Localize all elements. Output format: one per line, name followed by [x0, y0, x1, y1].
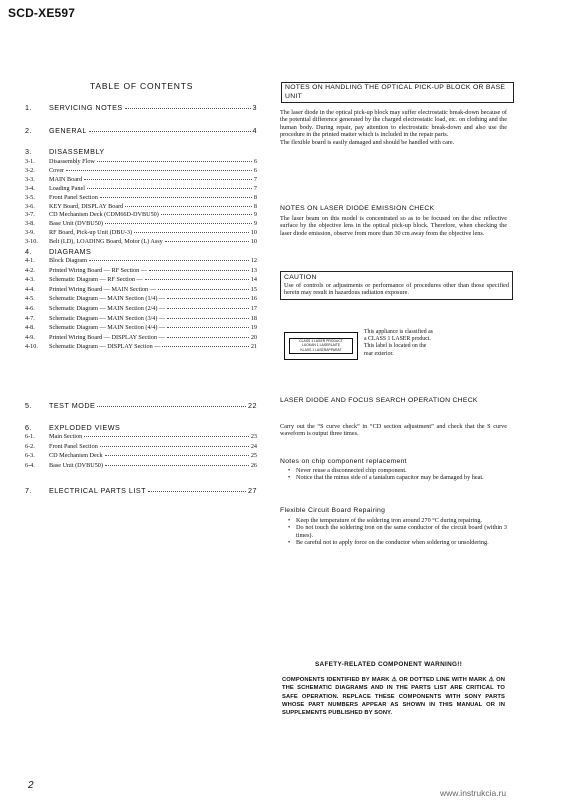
toc-page: 4 [252, 126, 257, 135]
toc-subsection [25, 295, 257, 304]
toc-label: Schematic Diagram — DISPLAY Section — [49, 343, 161, 351]
toc-subsection [25, 203, 257, 212]
toc-subsection [25, 286, 257, 295]
toc-number: 3-6. [25, 202, 35, 210]
toc-number: 4-4. [25, 285, 35, 293]
toc-leader-dots [84, 179, 252, 180]
toc-subsection [25, 229, 257, 238]
toc-label: Main Section [49, 433, 83, 440]
toc-leader-dots [84, 436, 249, 437]
toc-subsection [25, 343, 257, 352]
toc-subsection [25, 185, 257, 194]
toc-subsection [25, 315, 257, 324]
toc-number: 4-3. [25, 276, 35, 284]
flex-notes-title: Flexible Circuit Board Repairing [280, 507, 386, 514]
toc-label: EXPLODED VIEWS [49, 423, 121, 432]
toc-subsection [25, 452, 257, 461]
toc-label: MAIN Board [49, 175, 83, 183]
laser-label-note: This appliance is classified as a CLASS 1 LASER product. This label is located on the rear exterior. [364, 329, 433, 357]
toc-page: 14 [250, 276, 257, 284]
toc-number: 6. [25, 423, 32, 432]
toc-page: 19 [250, 324, 257, 332]
toc-label: GENERAL [49, 126, 87, 135]
laser-check-body: The laser beam on this model is concentrated so as to be focused on the disc reflective surface by the objective lens in the optical pick-up block. Therefore, when checking the laser diode emission, observe from more than 30 cm away from the objective lens. [280, 215, 507, 237]
toc-leader-dots [158, 289, 249, 290]
toc-leader-dots [89, 260, 249, 261]
toc-leader-dots [167, 327, 249, 328]
toc-page: 9 [253, 220, 257, 228]
toc-leader-dots [134, 232, 249, 233]
toc-label: RF Board, Pick-up Unit (DBU-3) [49, 229, 133, 237]
focus-check-title: LASER DIODE AND FOCUS SEARCH OPERATION CHECK [280, 397, 478, 404]
chip-notes-title: Notes on chip component replacement [280, 458, 407, 465]
toc-label: CD Mechanism Deck [49, 452, 103, 460]
toc-number: 3. [25, 147, 32, 156]
flex-note-3: • Be careful not to apply force on the conductor when soldering or unsoldering. [286, 539, 507, 546]
toc-subsection [25, 433, 257, 442]
toc-section-5 [25, 401, 257, 411]
toc-subsection [25, 167, 257, 176]
toc-number: 3-10. [25, 238, 38, 246]
toc-number: 3-7. [25, 211, 35, 219]
toc-number: 6-3. [25, 452, 35, 460]
toc-page: 23 [250, 433, 257, 440]
label-line-3: KLASS 1 LASERAPPARAT [300, 347, 342, 352]
toc-number: 3-9. [25, 229, 35, 237]
toc-page: 13 [250, 266, 257, 274]
toc-label: DIAGRAMS [49, 247, 92, 256]
toc-number: 6-2. [25, 442, 35, 450]
toc-page: 20 [250, 333, 257, 341]
model-name: SCD-XE597 [8, 6, 76, 20]
toc-leader-dots [125, 108, 251, 109]
toc-page: 15 [250, 285, 257, 293]
toc-leader-dots [87, 188, 252, 189]
safety-warning-body: COMPONENTS IDENTIFIED BY MARK ⚠ OR DOTTED LINE WITH MARK ⚠ ON THE SCHEMATIC DIAGRAMS AND IN THE PARTS LIST ARE CRITICAL TO SAFE OPERATION. REPLACE THESE COMPONENTS WITH SONY PARTS WHOSE PART NUMBERS APPEAR AS SHOWN IN THIS MANUAL OR IN SUPPLEMENTS PUBLISHED BY SONY. [282, 677, 505, 717]
toc-label: Disassembly Flow [49, 158, 95, 165]
caution-box [280, 271, 513, 300]
chip-note-2: • Notice that the minus side of a tantalum capacitor may be damaged by heat. [286, 474, 507, 481]
toc-number: 4-8. [25, 324, 35, 332]
toc-number: 3-3. [25, 175, 35, 183]
toc-page: 9 [253, 211, 257, 219]
toc-page: 27 [248, 486, 257, 495]
toc-label: Block Diagram [49, 257, 87, 264]
toc-section-1 [25, 103, 257, 113]
toc-leader-dots [105, 455, 249, 456]
toc-subsection [25, 194, 257, 203]
toc-label: Schematic Diagram — MAIN Section (1/4) — [49, 295, 166, 303]
toc-page: 26 [250, 461, 257, 469]
toc-label: SERVICING NOTES [49, 103, 123, 112]
toc-leader-dots [145, 279, 249, 280]
toc-leader-dots [162, 346, 248, 347]
focus-check-body: Carry out the “S curve check” in “CD section adjustment” and check that the S curve waveform is output three times. [280, 423, 507, 438]
toc-leader-dots [167, 318, 249, 319]
notes-handling-title: NOTES ON HANDLING THE OPTICAL PICK-UP BLOCK OR BASE UNIT [285, 84, 506, 100]
toc-leader-dots [125, 206, 252, 207]
toc-page: 6 [253, 158, 257, 165]
toc-label: Printed Wiring Board — MAIN Section — [49, 285, 156, 293]
toc-page: 12 [250, 257, 257, 264]
toc-label: Belt (LD), LOADING Board, Motor (L) Assy [49, 238, 163, 246]
toc-subsection [25, 305, 257, 314]
toc-subsection [25, 176, 257, 185]
caution-body: Use of controls or adjustments or performance of procedures other than those specified herein may result in hazardous radiation exposure. [284, 282, 509, 297]
toc-number: 4-1. [25, 257, 35, 264]
chip-note-1: • Never reuse a disconnected chip component. [286, 467, 507, 474]
toc-leader-dots [105, 223, 252, 224]
toc-page: 17 [250, 305, 257, 312]
toc-number: 6-1. [25, 433, 35, 440]
toc-subsection [25, 276, 257, 285]
toc-leader-dots [100, 446, 249, 447]
safety-warning-title: SAFETY-RELATED COMPONENT WARNING!! [315, 661, 463, 668]
toc-label: Schematic Diagram — MAIN Section (2/4) — [49, 305, 166, 312]
toc-label: Printed Wiring Board — RF Section — [49, 266, 147, 274]
toc-page: 16 [250, 295, 257, 303]
toc-number: 4-6. [25, 305, 35, 312]
toc-subsection [25, 257, 257, 266]
toc-label: TEST MODE [49, 401, 96, 410]
toc-leader-dots [100, 197, 252, 198]
toc-label: Base Unit (DVBU50) [49, 220, 103, 228]
flex-note-2: • Do not touch the soldering iron on the same conductor of the circuit board (within 3 times). [286, 524, 507, 539]
flex-notes-list [286, 517, 507, 547]
toc-subsection [25, 324, 257, 333]
toc-page: 10 [250, 229, 257, 237]
toc-leader-dots [167, 298, 249, 299]
label-line-1: CLASS 1 LASER PRODUCT [299, 339, 343, 343]
toc-leader-dots [66, 170, 252, 171]
toc-number: 2. [25, 126, 32, 135]
toc-subsection [25, 211, 257, 220]
toc-number: 4-9. [25, 333, 35, 341]
toc-label: KEY Board, DISPLAY Board [49, 202, 124, 210]
toc-number: 5. [25, 401, 32, 410]
toc-section-4 [25, 247, 257, 257]
toc-leader-dots [148, 491, 246, 492]
toc-number: 6-4. [25, 461, 35, 469]
toc-section-6 [25, 423, 257, 433]
toc-page: 6 [253, 166, 257, 174]
toc-leader-dots [149, 270, 249, 271]
toc-leader-dots [167, 308, 249, 309]
page-number: 2 [28, 780, 34, 791]
notes-handling-para1: The laser diode in the optical pick-up block may suffer electrostatic break-down because of the potential difference generated by the charged electrostatic load, etc. on clothing and the human body. During repair, pay attention to electrostatic break-down and also use the procedure in the printed matter which is included in the repair parts. [280, 109, 507, 139]
toc-page: 7 [253, 175, 257, 183]
toc-leader-dots [167, 337, 249, 338]
toc-page: 24 [250, 442, 257, 450]
laser-class-label [284, 332, 358, 360]
label-line-2: LUOKAN 1 LASERLAITE [301, 343, 341, 348]
caution-title: CAUTION [284, 274, 317, 281]
notes-handling-title-box [281, 82, 514, 103]
toc-section-7 [25, 486, 257, 496]
toc-section-3 [25, 147, 257, 157]
toc-title: TABLE OF CONTENTS [90, 81, 194, 91]
toc-page: 8 [253, 202, 257, 210]
toc-number: 4-10. [25, 343, 38, 351]
toc-page: 18 [250, 314, 257, 322]
toc-page: 7 [253, 184, 257, 192]
notes-handling-body [280, 109, 507, 146]
toc-number: 3-8. [25, 220, 35, 228]
toc-subsection [25, 158, 257, 167]
toc-section-2 [25, 126, 257, 136]
toc-label: Schematic Diagram — MAIN Section (3/4) — [49, 314, 166, 322]
toc-page: 21 [250, 343, 257, 351]
toc-page: 10 [250, 238, 257, 246]
toc-leader-dots [89, 131, 251, 132]
toc-number: 4. [25, 247, 32, 256]
toc-number: 7. [25, 486, 32, 495]
toc-number: 4-2. [25, 266, 35, 274]
toc-page: 22 [248, 401, 257, 410]
toc-subsection [25, 462, 257, 471]
toc-subsection [25, 443, 257, 452]
toc-leader-dots [97, 406, 246, 407]
toc-number: 4-5. [25, 295, 35, 303]
toc-subsection [25, 238, 257, 247]
watermark: www.instrukcia.ru [440, 788, 507, 798]
toc-number: 1. [25, 103, 32, 112]
toc-label: Base Unit (DVBU50) [49, 461, 103, 469]
toc-leader-dots [105, 465, 249, 466]
chip-notes-list [286, 467, 507, 482]
toc-leader-dots [97, 161, 252, 162]
laser-class-label-text [289, 338, 353, 354]
toc-number: 3-4. [25, 184, 35, 192]
toc-leader-dots [165, 241, 249, 242]
toc-page: 25 [250, 452, 257, 460]
flex-note-1: • Keep the temperature of the soldering iron around 270 °C during repairing. [286, 517, 507, 524]
toc-label: Loading Panel [49, 184, 85, 192]
notes-handling-para2: The flexible board is easily damaged and should be handled with care. [280, 138, 455, 146]
toc-label: Schematic Diagram — MAIN Section (4/4) — [49, 324, 166, 332]
toc-label: DISASSEMBLY [49, 147, 105, 156]
toc-subsection [25, 220, 257, 229]
toc-page: 3 [252, 103, 257, 112]
toc-leader-dots [161, 214, 252, 215]
laser-check-title: NOTES ON LASER DIODE EMISSION CHECK [280, 205, 435, 212]
toc-number: 3-2. [25, 166, 35, 174]
toc-label: Printed Wiring Board — DISPLAY Section — [49, 333, 165, 341]
toc-label: ELECTRICAL PARTS LIST [49, 486, 147, 495]
toc-label: CD Mechanism Deck (CDM66D-DVBU50) [49, 211, 159, 219]
toc-number: 3-5. [25, 193, 35, 201]
toc-subsection [25, 334, 257, 343]
toc-label: Front Panel Section [49, 193, 98, 201]
toc-number: 4-7. [25, 314, 35, 322]
toc-number: 3-1. [25, 158, 35, 165]
toc-label: Cover [49, 166, 65, 174]
toc-page: 8 [253, 193, 257, 201]
toc-label: Front Panel Section [49, 442, 98, 450]
toc-subsection [25, 267, 257, 276]
toc-label: Schematic Diagram — RF Section — [49, 276, 143, 284]
